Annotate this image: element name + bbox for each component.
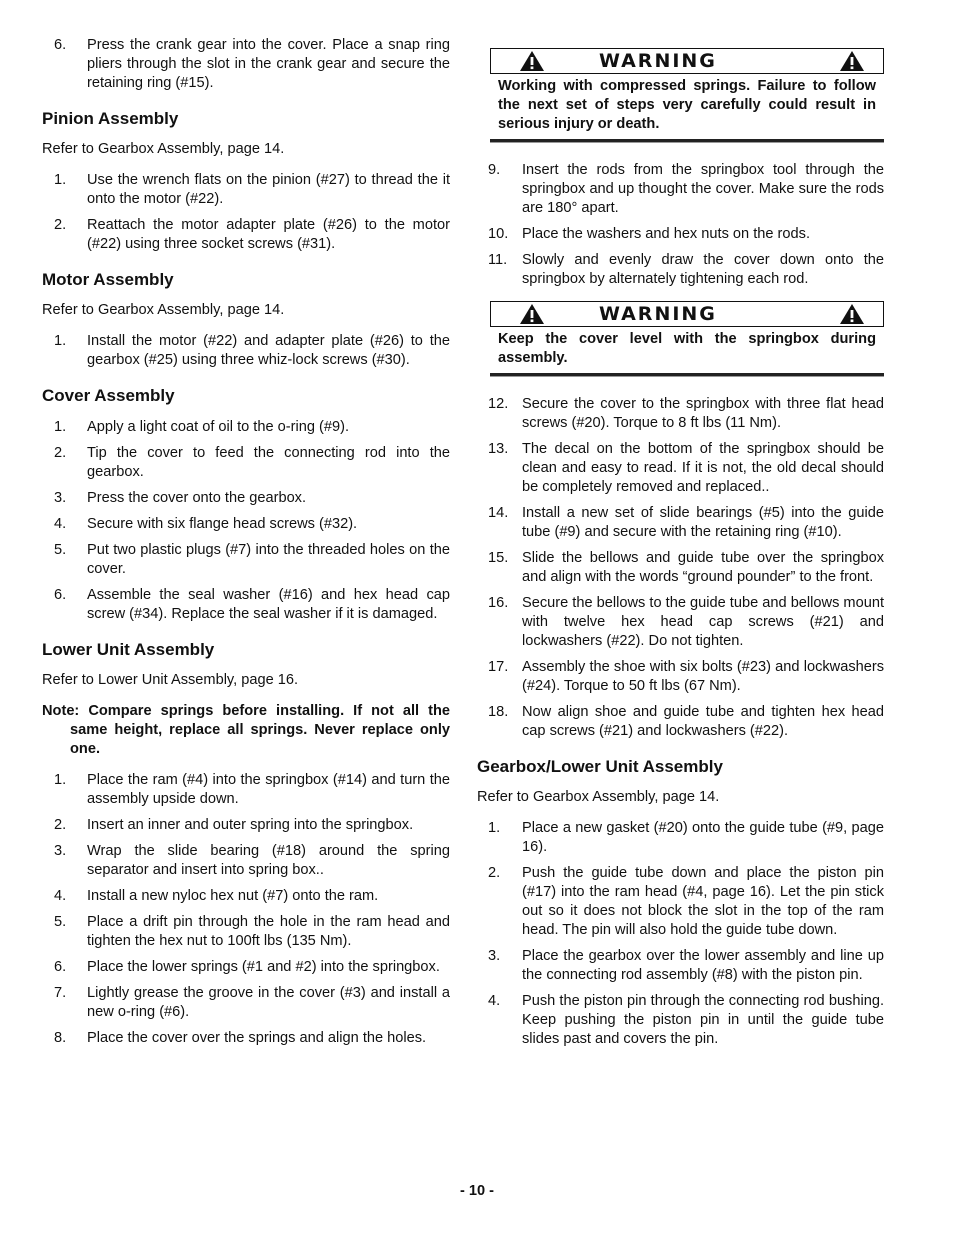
item-number: 15.	[488, 550, 509, 566]
item-text: Slide the bellows and guide tube over the springbox and align with the words “ground pounder” to the front.	[522, 550, 884, 585]
item-text: Place the lower springs (#1 and #2) into the springbox.	[87, 959, 440, 975]
item-text: Slowly and evenly draw the cover down onto the springbox by alternately tightening each rod.	[522, 252, 884, 287]
item-text: Push the guide tube down and place the piston pin (#17) into the ram head (#4, page 16). Let the pin stick out so it does not block the slot in the top of the ram head. The pin will also hold the guide tube down.	[522, 865, 884, 938]
list-item	[477, 658, 884, 696]
item-number: 2.	[54, 445, 67, 461]
item-number: 12.	[488, 396, 509, 412]
warning-triangle-icon	[519, 303, 545, 325]
item-text: Push the piston pin through the connecting rod bushing. Keep pushing the piston pin in until the guide tube slides past and covers the pin.	[522, 993, 884, 1047]
item-text: Secure with six flange head screws (#32).	[87, 516, 358, 532]
list-item	[42, 913, 450, 951]
item-number: 3.	[488, 948, 501, 964]
item-number: 8.	[54, 1030, 67, 1046]
list-item	[42, 216, 450, 254]
list-item	[42, 586, 450, 624]
warning-box	[490, 48, 884, 142]
list-item	[477, 947, 884, 985]
list-item	[477, 992, 884, 1049]
list-item	[42, 842, 450, 880]
warning-label: WARNING	[599, 50, 717, 72]
gearbox-list	[477, 819, 884, 1049]
item-number: 4.	[54, 516, 67, 532]
lower-list	[42, 771, 450, 1048]
list-item	[477, 161, 884, 218]
item-number: 18.	[488, 704, 509, 720]
page-number: - 10 -	[459, 1183, 495, 1199]
item-number: 4.	[54, 888, 67, 904]
item-text: Place the ram (#4) into the springbox (#14) and turn the assembly upside down.	[87, 772, 450, 807]
list-item	[42, 771, 450, 809]
item-text: Use the wrench flats on the pinion (#27) to thread the it onto the motor (#22).	[87, 172, 450, 207]
item-number: 6.	[54, 37, 67, 53]
item-number: 1.	[54, 772, 67, 788]
list-item	[477, 864, 884, 940]
list-item	[477, 440, 884, 497]
cover-list	[42, 418, 450, 624]
item-number: 5.	[54, 542, 67, 558]
item-text: Assembly the shoe with six bolts (#23) and lockwashers (#24). Torque to 50 ft lbs (67 Nm).	[522, 659, 884, 694]
item-number: 4.	[488, 993, 501, 1009]
list-item	[42, 332, 450, 370]
list-item	[42, 816, 450, 835]
item-text: Place the cover over the springs and align the holes.	[87, 1030, 427, 1046]
list-item	[42, 489, 450, 508]
left-column	[42, 36, 450, 1055]
list-item	[477, 549, 884, 587]
list-item	[42, 36, 450, 93]
list-item	[477, 504, 884, 542]
item-number: 9.	[488, 162, 501, 178]
item-text: Now align shoe and guide tube and tighten hex head cap screws (#21) and lockwashers (#22).	[522, 704, 884, 739]
item-number: 6.	[54, 959, 67, 975]
gearbox-heading: Gearbox/Lower Unit Assembly	[477, 757, 723, 776]
lower-ref: Refer to Lower Unit Assembly, page 16.	[42, 672, 299, 688]
item-text: Lightly grease the groove in the cover (#3) and install a new o-ring (#6).	[87, 985, 450, 1020]
item-text: Secure the bellows to the guide tube and bellows mount with twelve hex head cap screws (#21) and lockwashers (#22). Do not tighten.	[522, 595, 884, 649]
item-text: Install the motor (#22) and adapter plate (#26) to the gearbox (#25) using three whiz-lock screws (#30).	[87, 333, 450, 368]
item-text: Install a new nyloc hex nut (#7) onto the ram.	[87, 888, 379, 904]
item-text: Wrap the slide bearing (#18) around the spring separator and insert into spring box..	[87, 843, 450, 878]
item-number: 2.	[488, 865, 501, 881]
item-text: Assemble the seal washer (#16) and hex head cap screw (#34). Replace the seal washer if it is damaged.	[87, 587, 450, 622]
list-item	[42, 171, 450, 209]
item-text: Place a new gasket (#20) onto the guide tube (#9, page 16).	[522, 820, 884, 855]
item-text: Insert the rods from the springbox tool through the springbox and up thought the cover. Make sure the rods are 180° apart.	[522, 162, 884, 216]
item-text: Press the cover onto the gearbox.	[87, 490, 307, 506]
item-number: 17.	[488, 659, 509, 675]
motor-ref: Refer to Gearbox Assembly, page 14.	[42, 302, 285, 318]
item-text: Place a drift pin through the hole in the ram head and tighten the hex nut to 100ft lbs (135 Nm).	[87, 914, 450, 949]
list-item	[477, 395, 884, 433]
item-text: Place the gearbox over the lower assembly and line up the connecting rod assembly (#8) with the piston pin.	[522, 948, 884, 983]
item-number: 2.	[54, 817, 67, 833]
list-item	[42, 984, 450, 1022]
warning-label: WARNING	[599, 303, 717, 325]
list-item	[42, 418, 450, 437]
steps-list-b	[477, 395, 884, 741]
list-item	[477, 819, 884, 857]
item-number: 3.	[54, 843, 67, 859]
item-text: Apply a light coat of oil to the o-ring (#9).	[87, 419, 350, 435]
cover-heading: Cover Assembly	[42, 386, 175, 405]
springs-note: Note: Compare springs before installing. If not all the same height, replace all springs. Never replace only one.	[42, 703, 450, 757]
item-text: Secure the cover to the springbox with three flat head screws (#20). Torque to 8 ft lbs (11 Nm).	[522, 396, 884, 431]
lower-heading: Lower Unit Assembly	[42, 640, 215, 659]
item-text: Put two plastic plugs (#7) into the threaded holes on the cover.	[87, 542, 450, 577]
list-item	[477, 251, 884, 289]
item-text: Tip the cover to feed the connecting rod into the gearbox.	[87, 445, 450, 480]
item-number: 1.	[54, 172, 67, 188]
list-item	[42, 444, 450, 482]
warning-text: Working with compressed springs. Failure to follow the next set of steps very carefully could result in serious injury or death.	[498, 78, 876, 132]
pinion-ref: Refer to Gearbox Assembly, page 14.	[42, 141, 285, 157]
warning-box	[490, 301, 884, 376]
item-number: 10.	[488, 226, 509, 242]
list-item	[477, 594, 884, 651]
item-number: 1.	[54, 333, 67, 349]
pinion-heading: Pinion Assembly	[42, 109, 179, 128]
warning-triangle-icon	[839, 303, 865, 325]
warning-triangle-icon	[839, 50, 865, 72]
item-number: 7.	[54, 985, 67, 1001]
item-text: Reattach the motor adapter plate (#26) to the motor (#22) using three socket screws (#31).	[87, 217, 450, 252]
item-number: 11.	[488, 252, 508, 268]
steps-list-a	[477, 161, 884, 289]
list-item	[42, 958, 450, 977]
item-text: Press the crank gear into the cover. Place a snap ring pliers through the slot in the crank gear and secure the retaining ring (#15).	[87, 37, 450, 91]
item-number: 6.	[54, 587, 67, 603]
item-text: Place the washers and hex nuts on the rods.	[522, 226, 810, 242]
warning-header	[490, 301, 884, 327]
list-item	[42, 1029, 450, 1048]
item-number: 1.	[488, 820, 501, 836]
gearbox-ref: Refer to Gearbox Assembly, page 14.	[477, 789, 720, 805]
item-number: 14.	[488, 505, 509, 521]
item-number: 5.	[54, 914, 67, 930]
item-text: The decal on the bottom of the springbox should be clean and easy to read. If it is not, the old decal should be completely removed and replaced..	[522, 441, 884, 495]
item-number: 3.	[54, 490, 67, 506]
item-number: 1.	[54, 419, 67, 435]
right-column	[477, 48, 884, 1056]
list-item	[42, 515, 450, 534]
motor-heading: Motor Assembly	[42, 270, 174, 289]
warning-header	[490, 48, 884, 74]
item-number: 2.	[54, 217, 67, 233]
list-item	[477, 225, 884, 244]
list-item	[42, 887, 450, 906]
item-text: Install a new set of slide bearings (#5) into the guide tube (#9) and secure with the retaining ring (#10).	[522, 505, 884, 540]
list-item	[42, 541, 450, 579]
warning-text: Keep the cover level with the springbox during assembly.	[498, 331, 876, 366]
list-item	[477, 703, 884, 741]
warning-triangle-icon	[519, 50, 545, 72]
item-text: Insert an inner and outer spring into the springbox.	[87, 817, 414, 833]
pinion-list	[42, 171, 450, 254]
item-number: 13.	[488, 441, 509, 457]
item-number: 16.	[488, 595, 509, 611]
